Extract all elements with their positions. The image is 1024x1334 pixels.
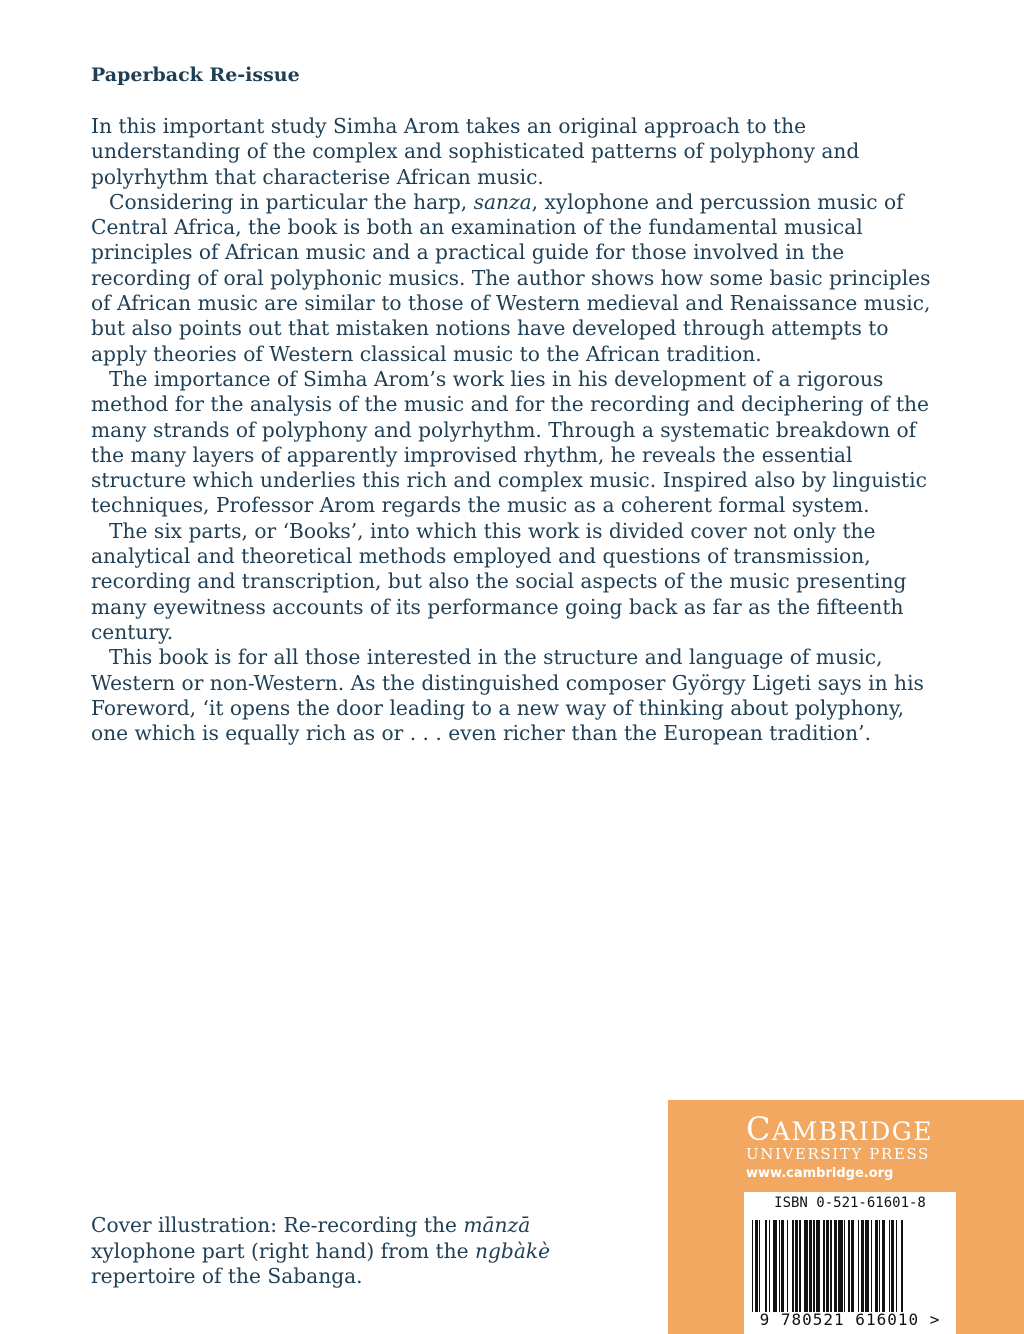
barcode-bar — [903, 1220, 906, 1312]
publisher-url: www.cambridge.org — [746, 1166, 894, 1181]
logo-rest: AMBRIDGE — [771, 1117, 933, 1146]
section-heading: Paperback Re-issue — [91, 64, 300, 86]
caption-italic-ngbake: ngbàkè — [475, 1238, 551, 1263]
paragraph-2-rest: , xylophone and percussion music of Central Africa, the book is both an examination of the fundamental musical principles of African music and a practical guide for those involved in the recording of oral polyphonic musics. The author shows how some basic principles of African music are similar to those of Western medieval and Renaissance music, but also points out that mistaken notions have developed through attempts to apply theories of Western classical music to the African tradition. — [91, 189, 931, 366]
paragraph-1: In this important study Simha Arom takes an original approach to the understanding of the complex and sophisticated patterns of polyphony and polyrhythm that characterise African music. — [91, 114, 860, 189]
cover-illustration-caption — [91, 1213, 631, 1290]
barcode — [752, 1220, 948, 1312]
publisher-logo — [746, 1110, 933, 1148]
caption-text-2: xylophone part (right hand) from the — [91, 1238, 475, 1263]
sanza-italic: sanza — [473, 189, 532, 214]
isbn-text: ISBN 0-521-61601-8 — [774, 1195, 926, 1211]
blurb-text — [91, 114, 941, 746]
caption-italic-manza: mānzā — [463, 1213, 531, 1237]
caption-text-3: repertoire of the Sabanga. — [91, 1264, 363, 1288]
paragraph-2 — [91, 190, 941, 367]
paragraph-4: The six parts, or ‘Books’, into which this work is divided cover not only the analytical and theoretical methods employed and questions of transmission, recording and transcription, but also the social aspects of the music presenting many eyewitness accounts of its performance going back as far as the fifteenth century. — [91, 518, 907, 644]
logo-initial: C — [746, 1110, 772, 1148]
publisher-subtitle: UNIVERSITY PRESS — [746, 1145, 930, 1163]
paragraph-5: This book is for all those interested in the structure and language of music, Western or non-Western. As the distinguished composer György Ligeti says in his Foreword, ‘it opens the door leading to a new way of thinking about polyphony, one which is equally rich as or . . . even richer than the European tradition’. — [91, 645, 924, 746]
ean-text: 9 780521 616010 > — [759, 1310, 941, 1329]
paragraph-2-start: Considering in particular the harp, — [109, 189, 474, 214]
publisher-box — [668, 1100, 1024, 1334]
caption-text-1: Cover illustration: Re-recording the — [91, 1213, 464, 1237]
paragraph-3: The importance of Simha Arom’s work lies in his development of a rigorous method for the analysis of the music and for the recording and deciphering of the many strands of polyphony and polyrhythm. Through a systematic breakdown of the many layers of apparently improvised rhythm, he reveals the essential structure which underlies this rich and complex music. Inspired also by linguistic techniques, Professor Arom regards the music as a coherent formal system. — [91, 366, 930, 518]
barcode-panel — [744, 1192, 956, 1334]
